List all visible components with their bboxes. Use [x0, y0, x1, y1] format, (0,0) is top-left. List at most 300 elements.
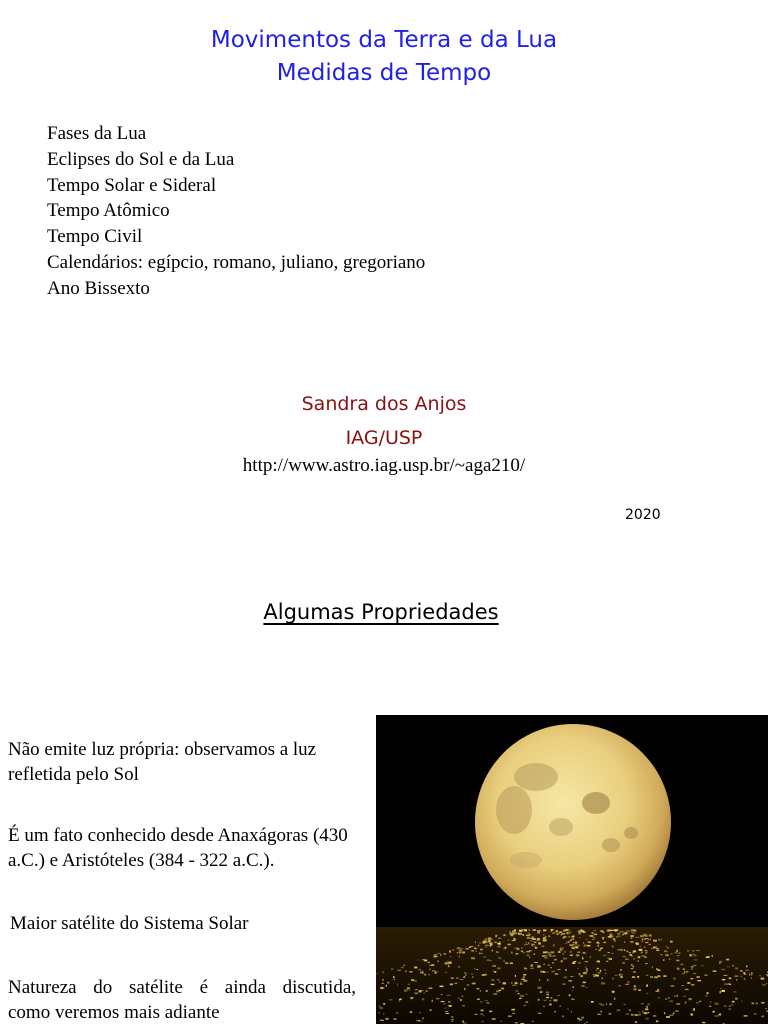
reflection-sparkle: [590, 956, 591, 958]
reflection-sparkle: [529, 956, 530, 958]
reflection-sparkle: [631, 1014, 634, 1016]
reflection-sparkle: [520, 995, 524, 997]
reflection-sparkle: [449, 1005, 452, 1007]
reflection-sparkle: [483, 957, 486, 958]
reflection-sparkle: [586, 1022, 588, 1023]
reflection-sparkle: [613, 939, 615, 940]
reflection-sparkle: [572, 939, 574, 940]
reflection-sparkle: [579, 973, 581, 975]
reflection-sparkle: [495, 935, 497, 937]
reflection-sparkle: [503, 948, 506, 950]
reflection-sparkle: [511, 1009, 515, 1011]
reflection-sparkle: [414, 992, 418, 994]
reflection-sparkle: [397, 1012, 399, 1014]
reflection-sparkle: [440, 986, 444, 988]
reflection-sparkle: [548, 952, 551, 953]
reflection-sparkle: [761, 1002, 765, 1003]
reflection-sparkle: [543, 939, 547, 941]
reflection-sparkle: [445, 972, 448, 973]
reflection-sparkle: [411, 979, 414, 981]
reflection-sparkle: [691, 966, 694, 968]
reflection-sparkle: [603, 932, 604, 934]
reflection-sparkle: [516, 990, 519, 992]
reflection-sparkle: [450, 956, 451, 957]
reflection-sparkle: [498, 938, 501, 939]
reflection-sparkle: [575, 946, 579, 948]
reflection-sparkle: [451, 1016, 454, 1017]
reflection-sparkle: [463, 976, 465, 978]
reflection-sparkle: [526, 942, 527, 943]
reflection-sparkle: [653, 947, 656, 948]
reflection-sparkle: [554, 1011, 556, 1013]
reflection-sparkle: [640, 946, 642, 948]
topic-item: Eclipses do Sol e da Lua: [47, 147, 425, 173]
reflection-sparkle: [575, 942, 577, 944]
reflection-sparkle: [602, 978, 603, 979]
reflection-sparkle: [690, 978, 693, 979]
reflection-sparkle: [489, 942, 492, 944]
reflection-sparkle: [428, 974, 430, 976]
year-label: 2020: [625, 505, 661, 525]
reflection-sparkle: [600, 948, 602, 949]
reflection-sparkle: [620, 969, 622, 971]
reflection-sparkle: [532, 945, 533, 946]
reflection-sparkle: [586, 968, 587, 970]
reflection-sparkle: [746, 965, 748, 967]
reflection-sparkle: [555, 959, 557, 961]
reflection-sparkle: [527, 937, 530, 939]
reflection-sparkle: [475, 947, 476, 949]
reflection-sparkle: [530, 940, 533, 941]
reflection-sparkle: [616, 1010, 620, 1011]
reflection-sparkle: [507, 940, 509, 941]
reflection-sparkle: [497, 967, 501, 969]
reflection-sparkle: [399, 999, 402, 1000]
reflection-sparkle: [410, 997, 413, 998]
reflection-sparkle: [614, 940, 616, 942]
reflection-sparkle: [559, 931, 562, 933]
reflection-sparkle: [694, 959, 698, 960]
reflection-sparkle: [528, 942, 530, 944]
reflection-sparkle: [560, 949, 563, 951]
reflection-sparkle: [616, 936, 618, 938]
reflection-sparkle: [537, 931, 540, 933]
reflection-sparkle: [644, 956, 645, 957]
reflection-sparkle: [677, 955, 680, 956]
reflection-sparkle: [529, 934, 530, 936]
reflection-sparkle: [382, 983, 384, 984]
reflection-sparkle: [508, 944, 511, 946]
reflection-sparkle: [562, 983, 565, 985]
reflection-sparkle: [653, 1015, 656, 1017]
reflection-sparkle: [606, 1003, 607, 1005]
reflection-sparkle: [625, 959, 629, 960]
reflection-sparkle: [593, 937, 595, 938]
reflection-sparkle: [645, 935, 648, 937]
reflection-sparkle: [471, 950, 474, 951]
reflection-sparkle: [527, 954, 530, 956]
reflection-sparkle: [694, 954, 696, 956]
reflection-sparkle: [610, 935, 611, 936]
reflection-sparkle: [577, 1018, 579, 1020]
reflection-sparkle: [544, 1000, 547, 1001]
reflection-sparkle: [652, 966, 653, 968]
reflection-sparkle: [554, 999, 558, 1001]
reflection-sparkle: [459, 950, 462, 952]
reflection-sparkle: [465, 974, 466, 976]
reflection-sparkle: [441, 1001, 445, 1002]
reflection-sparkle: [379, 1005, 381, 1007]
reflection-sparkle: [644, 947, 645, 948]
reflection-sparkle: [751, 974, 753, 976]
reflection-sparkle: [671, 985, 675, 986]
reflection-sparkle: [680, 964, 683, 966]
reflection-sparkle: [551, 929, 554, 930]
reflection-sparkle: [534, 942, 536, 943]
reflection-sparkle: [626, 930, 630, 932]
reflection-sparkle: [505, 962, 508, 964]
reflection-sparkle: [524, 944, 528, 945]
reflection-sparkle: [537, 965, 541, 967]
reflection-sparkle: [554, 932, 555, 933]
reflection-sparkle: [432, 970, 436, 971]
reflection-sparkle: [624, 942, 625, 943]
reflection-sparkle: [693, 973, 696, 974]
reflection-sparkle: [534, 962, 537, 963]
reflection-sparkle: [766, 983, 767, 984]
reflection-sparkle: [520, 983, 522, 985]
reflection-sparkle: [511, 952, 512, 954]
reflection-sparkle: [444, 963, 447, 965]
reflection-sparkle: [515, 982, 518, 984]
reflection-sparkle: [573, 987, 575, 988]
reflection-sparkle: [422, 1017, 423, 1019]
reflection-sparkle: [386, 985, 387, 987]
reflection-sparkle: [744, 972, 745, 974]
reflection-sparkle: [407, 987, 411, 989]
reflection-sparkle: [479, 952, 480, 954]
reflection-sparkle: [494, 993, 498, 995]
reflection-sparkle: [573, 944, 577, 946]
reflection-sparkle: [612, 991, 615, 993]
reflection-sparkle: [462, 1021, 464, 1023]
reflection-sparkle: [383, 1013, 385, 1014]
reflection-sparkle: [546, 992, 549, 993]
reflection-sparkle: [475, 951, 476, 952]
reflection-sparkle: [516, 948, 518, 950]
reflection-sparkle: [625, 984, 629, 985]
reflection-sparkle: [589, 935, 593, 937]
topic-list: [47, 121, 425, 302]
reflection-sparkle: [535, 947, 538, 948]
reflection-sparkle: [728, 983, 731, 984]
reflection-sparkle: [578, 932, 581, 934]
reflection-sparkle: [462, 952, 465, 954]
reflection-sparkle: [735, 967, 738, 969]
reflection-sparkle: [429, 988, 433, 989]
reflection-sparkle: [492, 965, 496, 967]
reflection-sparkle: [637, 976, 639, 978]
author-url: http://www.astro.iag.usp.br/~aga210/: [0, 453, 768, 479]
reflection-sparkle: [599, 950, 601, 952]
reflection-sparkle: [495, 971, 497, 973]
reflection-sparkle: [636, 937, 640, 938]
reflection-sparkle: [645, 942, 648, 943]
topic-item: Tempo Civil: [47, 224, 425, 250]
reflection-sparkle: [459, 956, 460, 958]
reflection-sparkle: [645, 1008, 648, 1010]
reflection-sparkle: [538, 987, 542, 989]
reflection-sparkle: [728, 1008, 731, 1010]
reflection-sparkle: [631, 929, 634, 930]
reflection-sparkle: [496, 952, 498, 954]
reflection-sparkle: [557, 995, 559, 996]
reflection-sparkle: [499, 982, 500, 983]
reflection-sparkle: [414, 980, 417, 982]
reflection-sparkle: [538, 1013, 541, 1014]
reflection-sparkle: [600, 970, 601, 972]
reflection-sparkle: [631, 968, 634, 969]
reflection-sparkle: [518, 933, 520, 935]
reflection-sparkle: [741, 976, 742, 977]
reflection-sparkle: [414, 967, 417, 969]
reflection-sparkle: [521, 951, 523, 953]
reflection-sparkle: [509, 933, 511, 934]
reflection-sparkle: [577, 968, 578, 969]
reflection-sparkle: [664, 1012, 665, 1014]
reflection-sparkle: [706, 996, 708, 997]
reflection-sparkle: [504, 960, 505, 961]
reflection-sparkle: [515, 1022, 518, 1023]
reflection-sparkle: [426, 990, 428, 991]
reflection-sparkle: [673, 978, 676, 980]
reflection-sparkle: [490, 960, 492, 961]
reflection-sparkle: [519, 930, 523, 932]
reflection-sparkle: [645, 952, 647, 954]
reflection-sparkle: [491, 980, 494, 981]
reflection-sparkle: [483, 941, 486, 943]
reflection-sparkle: [597, 961, 600, 963]
reflection-sparkle: [664, 950, 668, 952]
reflection-sparkle: [438, 960, 439, 962]
reflection-sparkle: [524, 968, 527, 969]
reflection-sparkle: [656, 1020, 658, 1022]
reflection-sparkle: [592, 939, 595, 940]
reflection-sparkle: [451, 977, 454, 979]
property-text: É um fato conhecido desde Anaxágoras (430 a.C.) e Aristóteles (384 - 322 a.C.).: [8, 823, 360, 873]
reflection-sparkle: [471, 974, 473, 975]
reflection-sparkle: [548, 965, 550, 967]
reflection-sparkle: [646, 975, 649, 976]
reflection-sparkle: [458, 966, 459, 967]
reflection-sparkle: [640, 935, 644, 937]
reflection-sparkle: [586, 939, 588, 940]
reflection-sparkle: [549, 955, 553, 957]
reflection-sparkle: [562, 948, 564, 949]
reflection-sparkle: [479, 943, 481, 944]
reflection-sparkle: [409, 990, 410, 991]
reflection-sparkle: [543, 929, 546, 930]
reflection-sparkle: [608, 952, 610, 953]
reflection-sparkle: [387, 982, 389, 984]
reflection-sparkle: [419, 990, 422, 992]
reflection-sparkle: [587, 945, 591, 947]
reflection-sparkle: [682, 985, 685, 986]
reflection-sparkle: [447, 995, 451, 996]
reflection-sparkle: [666, 1016, 670, 1018]
reflection-sparkle: [561, 960, 563, 962]
reflection-sparkle: [584, 946, 586, 947]
reflection-sparkle: [571, 1011, 572, 1013]
reflection-sparkle: [749, 973, 750, 975]
reflection-sparkle: [524, 967, 526, 968]
reflection-sparkle: [740, 970, 743, 972]
reflection-sparkle: [394, 979, 395, 980]
reflection-sparkle: [564, 951, 565, 953]
reflection-sparkle: [550, 931, 552, 932]
reflection-sparkle: [722, 979, 726, 981]
reflection-sparkle: [657, 989, 659, 990]
reflection-sparkle: [446, 1013, 449, 1014]
reflection-sparkle: [422, 971, 423, 972]
reflection-sparkle: [523, 952, 525, 954]
reflection-sparkle: [601, 982, 605, 984]
reflection-sparkle: [558, 951, 561, 953]
reflection-sparkle: [459, 951, 462, 953]
reflection-sparkle: [632, 976, 635, 978]
reflection-sparkle: [676, 1003, 680, 1005]
reflection-sparkle: [724, 1006, 727, 1008]
reflection-sparkle: [633, 958, 635, 959]
reflection-sparkle: [586, 970, 589, 972]
reflection-sparkle: [472, 977, 474, 978]
reflection-sparkle: [480, 1014, 482, 1015]
reflection-sparkle: [389, 999, 393, 1000]
reflection-sparkle: [634, 985, 636, 987]
reflection-sparkle: [691, 969, 693, 970]
reflection-sparkle: [380, 987, 383, 989]
reflection-sparkle: [526, 994, 528, 995]
property-text: Não emite luz própria: observamos a luz refletida pelo Sol: [8, 737, 360, 787]
reflection-sparkle: [657, 975, 660, 977]
reflection-sparkle: [494, 942, 497, 943]
reflection-sparkle: [701, 965, 703, 966]
reflection-sparkle: [609, 1013, 612, 1015]
reflection-sparkle: [537, 930, 539, 931]
reflection-sparkle: [379, 1013, 380, 1014]
reflection-sparkle: [510, 963, 513, 965]
reflection-sparkle: [597, 968, 599, 969]
reflection-sparkle: [492, 1018, 496, 1020]
reflection-sparkle: [546, 936, 547, 938]
reflection-sparkle: [596, 949, 597, 950]
reflection-sparkle: [729, 978, 732, 979]
reflection-sparkle: [736, 979, 737, 980]
reflection-sparkle: [397, 984, 398, 986]
reflection-sparkle: [558, 969, 561, 970]
reflection-sparkle: [592, 932, 594, 933]
reflection-sparkle: [424, 974, 426, 976]
reflection-sparkle: [492, 950, 494, 952]
reflection-sparkle: [516, 947, 518, 948]
reflection-sparkle: [523, 976, 525, 978]
reflection-sparkle: [677, 995, 678, 997]
reflection-sparkle: [511, 982, 513, 984]
reflection-sparkle: [550, 967, 552, 968]
reflection-sparkle: [706, 956, 710, 957]
reflection-sparkle: [472, 983, 476, 985]
reflection-sparkle: [623, 956, 626, 958]
reflection-sparkle: [697, 980, 701, 981]
reflection-sparkle: [727, 966, 730, 967]
reflection-sparkle: [546, 972, 549, 973]
reflection-sparkle: [491, 939, 492, 940]
reflection-sparkle: [572, 962, 575, 964]
reflection-sparkle: [488, 940, 490, 942]
reflection-sparkle: [404, 990, 407, 992]
reflection-sparkle: [685, 989, 689, 990]
reflection-sparkle: [503, 982, 506, 984]
reflection-sparkle: [567, 929, 570, 931]
reflection-sparkle: [419, 969, 421, 970]
reflection-sparkle: [633, 966, 634, 968]
reflection-sparkle: [724, 975, 728, 976]
reflection-sparkle: [503, 934, 505, 936]
reflection-sparkle: [644, 1012, 648, 1014]
reflection-sparkle: [499, 957, 501, 958]
reflection-sparkle: [638, 1012, 640, 1013]
reflection-sparkle: [467, 984, 469, 986]
reflection-sparkle: [511, 933, 515, 935]
reflection-sparkle: [676, 960, 679, 962]
reflection-sparkle: [445, 1011, 448, 1012]
reflection-sparkle: [638, 956, 641, 958]
reflection-sparkle: [656, 991, 660, 992]
reflection-sparkle: [583, 972, 587, 974]
reflection-sparkle: [585, 961, 589, 962]
title-line-2: Medidas de Tempo: [0, 57, 768, 89]
reflection-sparkle: [617, 949, 620, 950]
reflection-sparkle: [691, 984, 694, 986]
reflection-sparkle: [639, 949, 643, 951]
reflection-sparkle: [715, 1003, 719, 1005]
reflection-sparkle: [762, 984, 766, 985]
reflection-sparkle: [684, 1003, 686, 1004]
reflection-sparkle: [653, 940, 657, 942]
reflection-sparkle: [677, 967, 679, 969]
reflection-sparkle: [624, 949, 625, 951]
reflection-sparkle: [598, 945, 599, 947]
reflection-sparkle: [518, 993, 520, 994]
reflection-sparkle: [531, 965, 532, 967]
reflection-sparkle: [401, 967, 404, 969]
reflection-sparkle: [732, 965, 734, 966]
reflection-sparkle: [751, 972, 753, 974]
reflection-sparkle: [637, 960, 639, 962]
reflection-sparkle: [620, 949, 623, 951]
reflection-sparkle: [563, 953, 564, 954]
reflection-sparkle: [500, 1021, 502, 1022]
reflection-sparkle: [451, 1019, 453, 1021]
reflection-sparkle: [523, 974, 526, 976]
reflection-sparkle: [745, 970, 749, 971]
reflection-sparkle: [626, 1014, 629, 1015]
reflection-sparkle: [542, 946, 545, 948]
reflection-sparkle: [630, 935, 633, 937]
title-line-1: Movimentos da Terra e da Lua: [0, 24, 768, 56]
reflection-sparkle: [471, 958, 475, 959]
reflection-sparkle: [605, 973, 606, 974]
